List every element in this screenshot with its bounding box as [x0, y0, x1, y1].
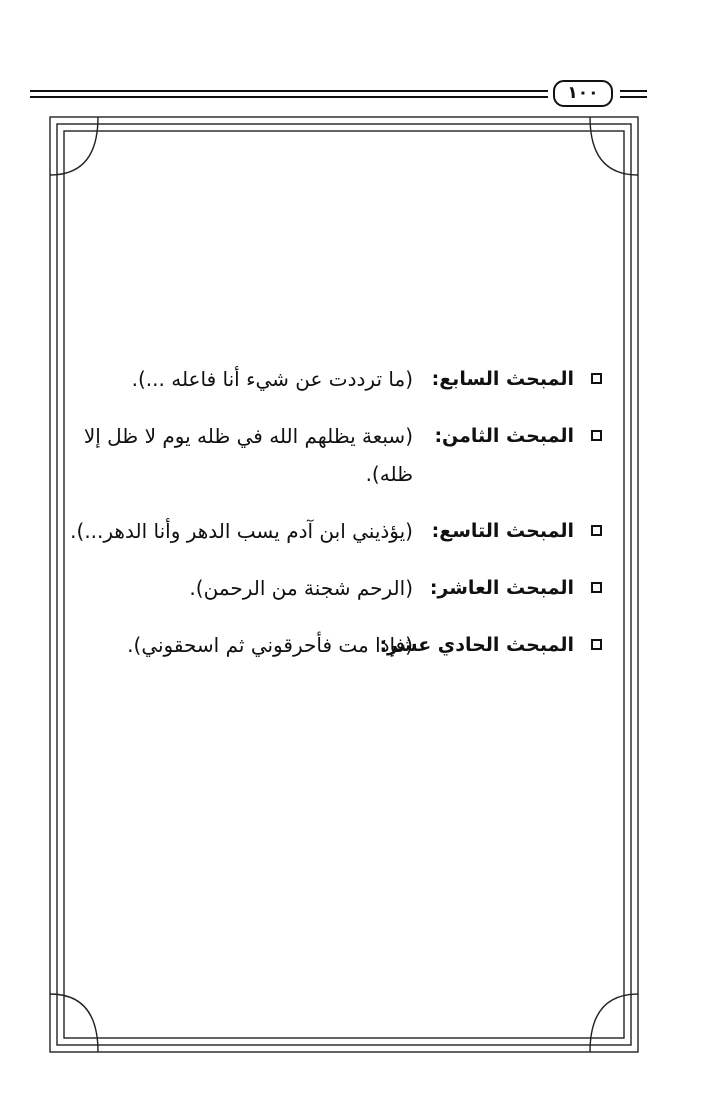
chapter-list: [62, 353, 610, 676]
list-item: [62, 619, 610, 664]
entry-label: المبحث الثامن:: [434, 425, 574, 447]
list-item: [62, 410, 610, 493]
checkbox-bullet-icon: [591, 582, 602, 593]
list-item: [62, 505, 610, 550]
checkbox-bullet-icon: [591, 525, 602, 536]
entry-text: (سبعة يظلهم الله في ظله يوم لا ظل إلا ظله).: [83, 424, 413, 486]
checkbox-bullet-icon: [591, 373, 602, 384]
entry-text: (ما ترددت عن شيء أنا فاعله ...).: [131, 367, 413, 391]
list-item: [62, 562, 610, 607]
list-item: [62, 353, 610, 398]
entry-text: (يؤذيني ابن آدم يسب الدهر وأنا الدهر...).: [70, 519, 413, 543]
entry-text: (فإذا مت فأحرقوني ثم اسحقوني).: [127, 633, 413, 657]
checkbox-bullet-icon: [591, 639, 602, 650]
checkbox-bullet-icon: [591, 430, 602, 441]
entry-label: المبحث العاشر:: [429, 577, 574, 599]
entry-label: المبحث التاسع:: [431, 520, 574, 542]
entry-label: المبحث الحادي عشر:: [379, 634, 574, 656]
page-number: ١٠٠: [553, 80, 613, 107]
entry-text: (الرحم شجنة من الرحمن).: [189, 576, 413, 600]
entry-label: المبحث السابع:: [431, 368, 574, 390]
